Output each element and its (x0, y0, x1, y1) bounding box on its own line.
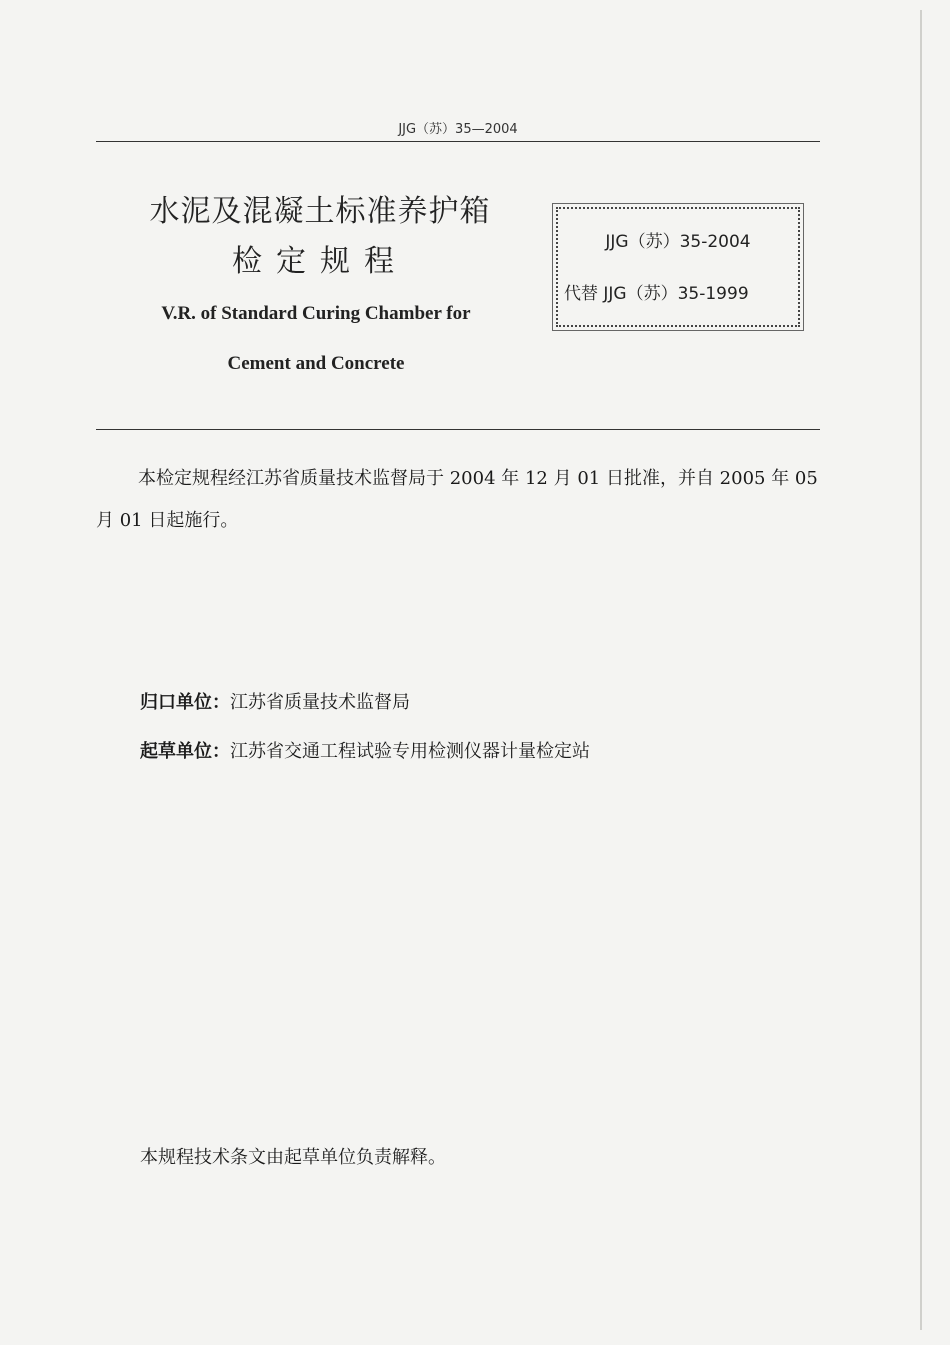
running-header-code: JJG（苏）35—2004 (398, 122, 518, 137)
title-chinese-line1: 水泥及混凝土标准养护箱 (149, 194, 491, 229)
drafting-unit-line (140, 737, 590, 763)
standard-code-box (556, 207, 800, 327)
drafting-unit-label: 起草单位： (140, 741, 230, 762)
section-rule (96, 429, 820, 430)
title-english-line2: Cement and Concrete (227, 353, 405, 374)
interpretation-note: 本规程技术条文由起草单位负责解释。 (140, 1147, 446, 1168)
title-english-line1: V.R. of Standard Curing Chamber for (161, 303, 471, 324)
standard-code: JJG（苏）35-2004 (605, 232, 751, 252)
responsible-unit-value: 江苏省质量技术监督局 (230, 692, 410, 713)
title-chinese-line2: 检定规程 (232, 244, 408, 279)
responsible-unit-label: 归口单位： (140, 692, 230, 713)
header-rule (96, 141, 820, 142)
replaces-code: 代替 JJG（苏）35-1999 (564, 284, 749, 304)
approval-paragraph: 本检定规程经江苏省质量技术监督局于 2004 年 12 月 01 日批准，并自 2005 年 05 月 01 日起施行。 (96, 468, 818, 531)
drafting-unit-value: 江苏省交通工程试验专用检测仪器计量检定站 (230, 741, 590, 762)
responsible-unit-line (140, 688, 410, 714)
scan-edge-line (920, 10, 922, 1330)
